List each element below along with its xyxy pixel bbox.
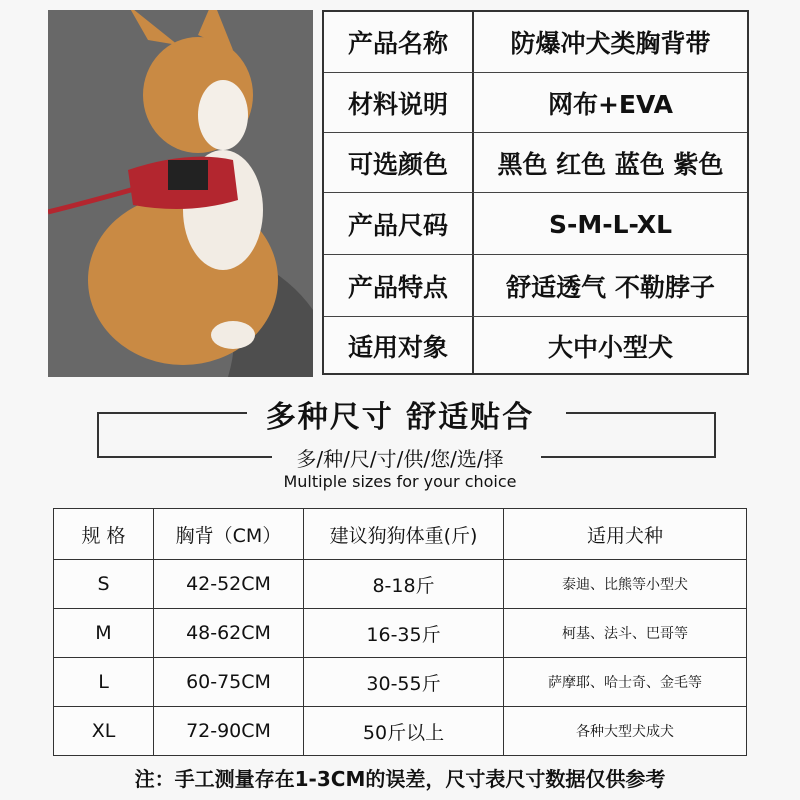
table-row (54, 560, 747, 609)
product-photo (48, 10, 313, 377)
breed-cell: 各种大型犬成犬 (504, 707, 747, 756)
header-weight: 建议狗狗体重(斤) (304, 509, 504, 560)
spec-row-name (324, 12, 747, 72)
header-breed: 适用犬种 (504, 509, 747, 560)
spec-row-sizes (324, 192, 747, 255)
spec-label: 产品特点 (324, 255, 474, 317)
table-row (54, 658, 747, 707)
weight-cell: 30-55斤 (304, 658, 504, 707)
spec-value: 防爆冲犬类胸背带 (510, 29, 711, 58)
corgi-harness-image (48, 10, 313, 377)
spec-row-material (324, 72, 747, 133)
spec-label: 产品名称 (324, 12, 474, 72)
size-cell: M (54, 609, 154, 658)
chest-cell: 42-52CM (154, 560, 304, 609)
frame-top-left (97, 412, 247, 414)
size-cell: XL (54, 707, 154, 756)
spec-row-colors (324, 132, 747, 193)
chest-cell: 48-62CM (154, 609, 304, 658)
spec-row-features (324, 254, 747, 317)
spec-value: S-M-L-XL (548, 209, 673, 239)
section-title: 多种尺寸 舒适贴合 (265, 400, 535, 435)
weight-cell: 8-18斤 (304, 560, 504, 609)
size-cell: L (54, 658, 154, 707)
header-chest: 胸背（CM） (154, 509, 304, 560)
spec-label: 可选颜色 (324, 133, 474, 193)
spec-value: 黑色 红色 蓝色 紫色 (497, 150, 724, 179)
measurement-note: 注：手工测量存在1-3CM的误差，尺寸表尺寸数据仅供参考 (134, 767, 666, 791)
header-size: 规 格 (54, 509, 154, 560)
spec-label: 产品尺码 (324, 193, 474, 255)
spec-row-target (324, 316, 747, 374)
size-table-header (54, 509, 747, 560)
table-row (54, 609, 747, 658)
spec-label: 适用对象 (324, 317, 474, 374)
chest-cell: 72-90CM (154, 707, 304, 756)
spec-value: 网布+EVA (547, 90, 674, 119)
table-row (54, 707, 747, 756)
weight-cell: 16-35斤 (304, 609, 504, 658)
weight-cell: 50斤以上 (304, 707, 504, 756)
size-cell: S (54, 560, 154, 609)
chest-cell: 60-75CM (154, 658, 304, 707)
frame-top-right (566, 412, 716, 414)
spec-value: 大中小型犬 (547, 332, 673, 362)
breed-cell: 泰迪、比熊等小型犬 (504, 560, 747, 609)
section-subtitle-en: Multiple sizes for your choice (283, 472, 517, 491)
spec-value: 舒适透气 不勒脖子 (506, 273, 715, 302)
spec-table (322, 10, 749, 375)
spec-label: 材料说明 (324, 73, 474, 133)
breed-cell: 柯基、法斗、巴哥等 (504, 609, 747, 658)
size-table (53, 508, 747, 756)
breed-cell: 萨摩耶、哈士奇、金毛等 (504, 658, 747, 707)
section-subtitle: 多/种/尺/寸/供/您/选/择 (296, 447, 504, 471)
